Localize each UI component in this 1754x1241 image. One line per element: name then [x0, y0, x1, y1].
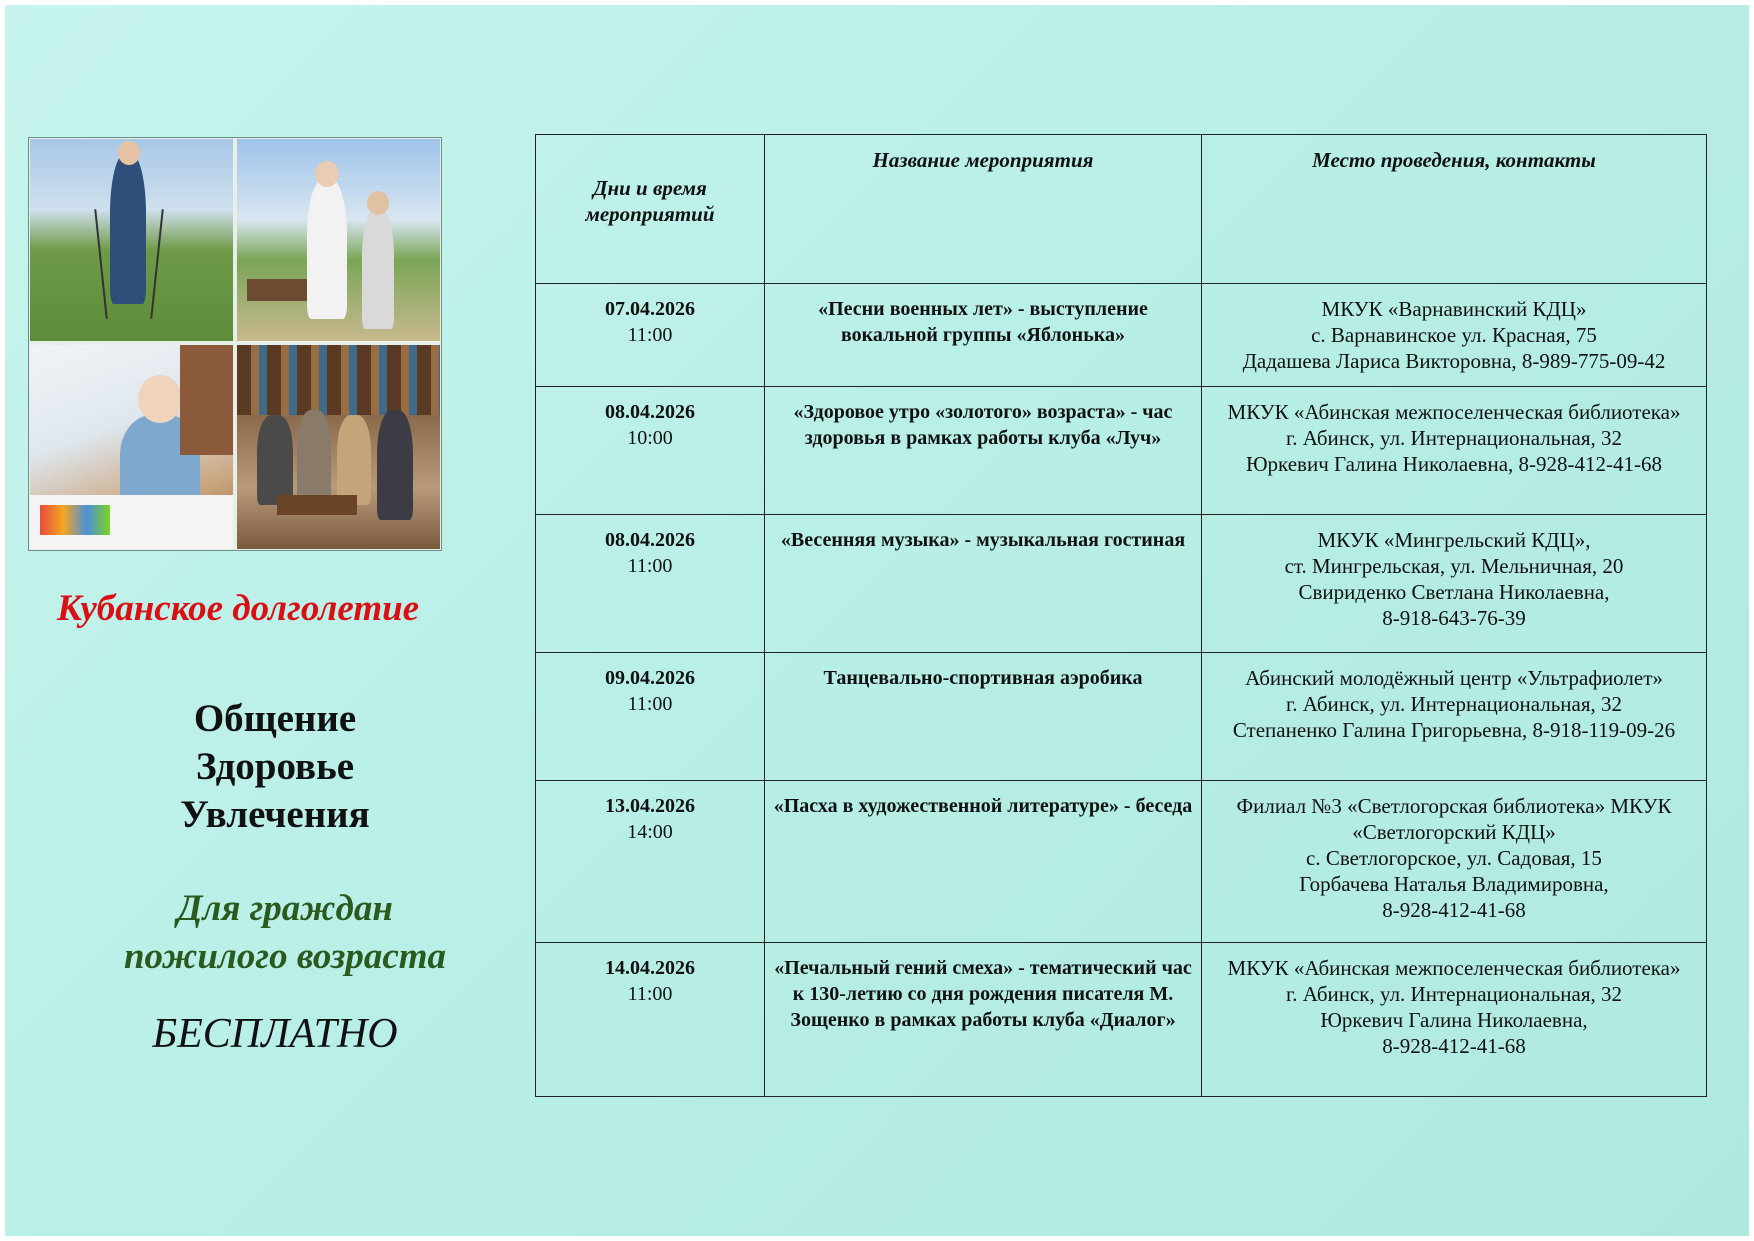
event-description: - музыкальная гостиная [959, 529, 1186, 551]
event-description: - час здоровья в рамках работы клуба «Луч» [804, 401, 1173, 449]
header-name: Название мероприятия [765, 135, 1202, 284]
event-name-cell [765, 653, 1202, 781]
venue-line: Филиал №3 «Светлогорская библиотека» МКУК «Светлогорский КДЦ» [1236, 794, 1672, 844]
event-description: - тематический час к 130-летию со дня рождения писателя М. Зощенко в рамках работы клуба «Диалог» [790, 957, 1192, 1031]
venue-line: Юркевич Галина Николаевна, 8-928-412-41-68 [1245, 452, 1663, 476]
venue-line: Степаненко Галина Григорьевна, 8-918-119-09-26 [1232, 718, 1676, 742]
photo-outdoor-exercise [237, 139, 440, 341]
venue-line: Юркевич Галина Николаевна, [1320, 1008, 1588, 1032]
photo-collage [28, 137, 442, 551]
venue-line: 8-928-412-41-68 [1382, 1034, 1526, 1058]
slogan-health: Здоровье [195, 745, 355, 788]
venue-line: Абинский молодёжный центр «Ультрафиолет» [1245, 666, 1663, 690]
event-name: «Песни военных лет» [818, 298, 1013, 320]
header-venue: Место проведения, контакты [1202, 135, 1707, 284]
event-time: 11:00 [627, 983, 673, 1005]
event-name-cell [765, 515, 1202, 653]
table-row [536, 943, 1707, 1097]
event-venue-cell [1202, 781, 1707, 943]
event-date: 13.04.2026 [605, 795, 695, 817]
venue-line: Горбачева Наталья Владимировна, [1299, 872, 1609, 896]
event-datetime-cell [536, 387, 765, 515]
venue-line: 8-918-643-76-39 [1382, 606, 1526, 630]
event-date: 08.04.2026 [605, 401, 695, 423]
slogan-communication: Общение [193, 697, 357, 740]
event-name: Танцевально-спортивная аэробика [823, 667, 1143, 689]
audience-line-1: Для граждан [177, 888, 393, 929]
event-time: 14:00 [627, 821, 673, 843]
event-date: 14.04.2026 [605, 957, 695, 979]
venue-line: МКУК «Мингрельский КДЦ», [1317, 528, 1591, 552]
event-date: 08.04.2026 [605, 529, 695, 551]
venue-line: г. Абинск, ул. Интернациональная, 32 [1285, 426, 1623, 450]
table-row [536, 284, 1707, 387]
event-datetime-cell [536, 943, 765, 1097]
audience-text [45, 885, 525, 981]
venue-line: г. Абинск, ул. Интернациональная, 32 [1285, 692, 1623, 716]
event-date: 09.04.2026 [605, 667, 695, 689]
table-row [536, 515, 1707, 653]
event-name-cell [765, 284, 1202, 387]
header-date: Дни и время мероприятий [536, 135, 765, 284]
event-description: - беседа [1118, 795, 1193, 817]
event-venue-cell [1202, 515, 1707, 653]
venue-line: МКУК «Варнавинский КДЦ» [1321, 297, 1587, 321]
event-time: 10:00 [627, 427, 673, 449]
slogan-hobbies: Увлечения [180, 793, 370, 836]
event-name: «Пасха в художественной литературе» [773, 795, 1119, 817]
event-name: «Здоровое утро «золотого» возраста» [793, 401, 1126, 423]
event-datetime-cell [536, 781, 765, 943]
event-name: «Печальный гений смеха» [774, 957, 1014, 979]
photo-painting [30, 345, 233, 549]
photo-nordic-walking [30, 139, 233, 341]
event-date: 07.04.2026 [605, 298, 695, 320]
free-label: БЕСПЛАТНО [152, 1011, 398, 1057]
poster-page [5, 5, 1749, 1236]
event-venue-cell [1202, 284, 1707, 387]
event-datetime-cell [536, 284, 765, 387]
venue-line: МКУК «Абинская межпоселенческая библиотека» [1227, 400, 1681, 424]
table-row [536, 387, 1707, 515]
venue-line: ст. Мингрельская, ул. Мельничная, 20 [1284, 554, 1624, 578]
venue-line: с. Светлогорское, ул. Садовая, 15 [1306, 846, 1602, 870]
event-venue-cell [1202, 387, 1707, 515]
event-datetime-cell [536, 515, 765, 653]
venue-line: г. Абинск, ул. Интернациональная, 32 [1285, 982, 1623, 1006]
event-time: 11:00 [627, 555, 673, 577]
table-header-row [536, 135, 1707, 284]
venue-line: Свириденко Светлана Николаевна, [1298, 580, 1610, 604]
venue-line: МКУК «Абинская межпоселенческая библиотека» [1227, 956, 1681, 980]
event-description: - выступление вокальной группы «Яблонька» [841, 298, 1148, 346]
table-row [536, 653, 1707, 781]
venue-line: с. Варнавинское ул. Красная, 75 [1311, 323, 1597, 347]
event-venue-cell [1202, 653, 1707, 781]
event-venue-cell [1202, 943, 1707, 1097]
events-table [535, 134, 1707, 1097]
event-name: «Весенняя музыка» [780, 529, 960, 551]
event-name-cell [765, 387, 1202, 515]
event-time: 11:00 [627, 693, 673, 715]
slogans [105, 695, 445, 839]
venue-line: 8-928-412-41-68 [1382, 898, 1526, 922]
event-name-cell [765, 943, 1202, 1097]
event-name-cell [765, 781, 1202, 943]
photo-library-club [237, 345, 440, 549]
program-title: Кубанское долголетие [56, 588, 420, 629]
table-row [536, 781, 1707, 943]
venue-line: Дадашева Лариса Викторовна, 8-989-775-09-42 [1242, 349, 1666, 373]
event-time: 11:00 [627, 324, 673, 346]
event-datetime-cell [536, 653, 765, 781]
audience-line-2: пожилого возраста [123, 936, 447, 977]
